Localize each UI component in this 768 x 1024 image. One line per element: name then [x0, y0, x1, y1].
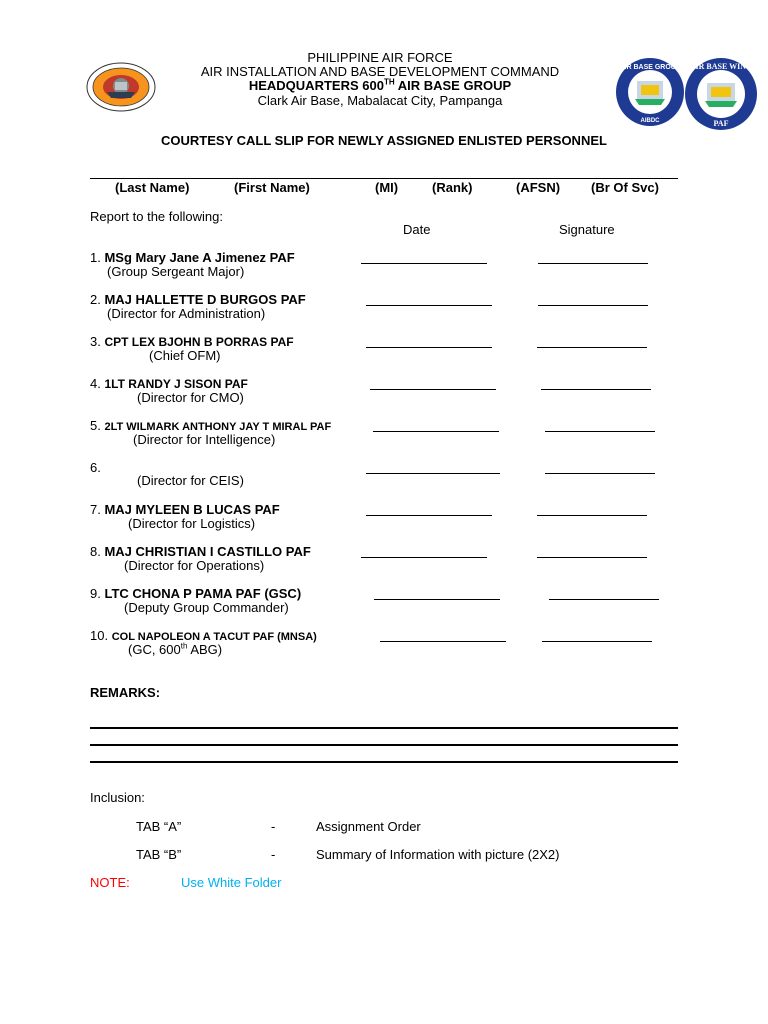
hq-sup: TH — [383, 77, 395, 87]
signature-line[interactable] — [538, 305, 648, 306]
date-line[interactable] — [373, 431, 499, 432]
entry-name: MAJ MYLEEN B LUCAS PAF — [104, 502, 280, 517]
field-mi: (MI) — [375, 180, 399, 195]
signature-line[interactable] — [537, 557, 647, 558]
note-text: Use White Folder — [181, 875, 282, 890]
date-line[interactable] — [366, 473, 500, 474]
field-br-of-svc: (Br Of Svc) — [591, 180, 659, 195]
command-name: AIR INSTALLATION AND BASE DEVELOPMENT COMMAND — [200, 64, 560, 79]
right-logo-top-text: AIR BASE WING — [689, 62, 753, 71]
entry-name: MAJ CHRISTIAN I CASTILLO PAF — [104, 544, 311, 559]
entry-number: 8. — [90, 544, 101, 559]
field-rank: (Rank) — [432, 180, 473, 195]
entry-role: (Director for CMO) — [137, 390, 244, 405]
entry-role: (Director for Administration) — [107, 306, 266, 321]
date-column-header: Date — [403, 222, 431, 237]
date-line[interactable] — [361, 263, 487, 264]
tab-b-dash: - — [271, 847, 276, 862]
field-first-name: (First Name) — [234, 180, 310, 195]
entry-name: LTC CHONA P PAMA PAF (GSC) — [104, 586, 302, 601]
entry-role: (Director for Intelligence) — [133, 432, 276, 447]
role-sup: th — [180, 641, 188, 651]
entry-role: (Director for CEIS) — [137, 473, 244, 488]
signature-line[interactable] — [545, 473, 655, 474]
entry-name: CPT LEX BJOHN B PORRAS PAF — [104, 335, 294, 349]
entry-role: (Group Sergeant Major) — [107, 264, 245, 279]
date-line[interactable] — [374, 599, 500, 600]
report-to-label: Report to the following: — [90, 209, 223, 224]
tab-a-description: Assignment Order — [316, 819, 421, 834]
entry-number: 2. — [90, 292, 101, 307]
signature-line[interactable] — [542, 641, 652, 642]
role-prefix: (GC, 600 — [128, 642, 181, 657]
mid-logo-bottom-text: AIBDC — [640, 118, 660, 124]
signature-line[interactable] — [541, 389, 651, 390]
org-name: PHILIPPINE AIR FORCE — [307, 50, 453, 65]
date-line[interactable] — [366, 305, 492, 306]
entry-name: COL NAPOLEON A TACUT PAF (MNSA) — [111, 631, 317, 643]
entry-number: 7. — [90, 502, 101, 517]
mid-logo-top-text: AIR BASE GROUP — [619, 64, 681, 71]
entry-number: 5. — [90, 418, 101, 433]
date-line[interactable] — [366, 515, 492, 516]
field-last-name: (Last Name) — [115, 180, 190, 195]
right-logo-bottom-text: PAF — [713, 119, 729, 128]
tab-b-description: Summary of Information with picture (2X2) — [316, 847, 560, 862]
form-title: COURTESY CALL SLIP FOR NEWLY ASSIGNED ENLISTED PERSONNEL — [161, 133, 607, 148]
note-label: NOTE: — [90, 875, 130, 890]
entry-role: (Director for Operations) — [124, 558, 265, 573]
entry-name: MAJ HALLETTE D BURGOS PAF — [104, 292, 306, 307]
remarks-label: REMARKS: — [90, 685, 161, 700]
entry-number: 4. — [90, 376, 101, 391]
entry-number: 3. — [90, 334, 101, 349]
entry-number: 10. — [90, 628, 109, 643]
name-entry-line[interactable] — [90, 178, 678, 179]
signature-line[interactable] — [537, 347, 647, 348]
entry-name: MSg Mary Jane A Jimenez PAF — [104, 250, 295, 265]
entry-role — [128, 642, 222, 657]
entry-number: 1. — [90, 250, 101, 265]
entry-number: 9. — [90, 586, 101, 601]
entry-role: (Deputy Group Commander) — [124, 600, 289, 615]
signature-column-header: Signature — [559, 222, 615, 237]
date-line[interactable] — [380, 641, 506, 642]
entry-name: 2LT WILMARK ANTHONY JAY T MIRAL PAF — [104, 421, 332, 433]
tab-a-dash: - — [271, 819, 276, 834]
location-line: Clark Air Base, Mabalacat City, Pampanga — [257, 93, 503, 108]
remarks-line-3[interactable] — [90, 761, 678, 763]
hq-suffix: AIR BASE GROUP — [394, 78, 512, 93]
field-afsn: (AFSN) — [516, 180, 561, 195]
date-line[interactable] — [361, 557, 487, 558]
role-suffix: ABG) — [187, 642, 223, 657]
entry-role: (Chief OFM) — [149, 348, 221, 363]
signature-line[interactable] — [549, 599, 659, 600]
date-line[interactable] — [370, 389, 496, 390]
inclusion-label: Inclusion: — [90, 790, 145, 805]
headquarters-line — [130, 78, 630, 93]
entry-role: (Director for Logistics) — [128, 516, 256, 531]
entry-name: 1LT RANDY J SISON PAF — [104, 377, 248, 391]
remarks-line-1[interactable] — [90, 727, 678, 729]
signature-line[interactable] — [538, 263, 648, 264]
tab-a-label: TAB “A” — [136, 819, 182, 834]
tab-b-label: TAB “B” — [136, 847, 182, 862]
remarks-line-2[interactable] — [90, 744, 678, 746]
air-base-wing-seal-logo — [683, 57, 759, 131]
signature-line[interactable] — [545, 431, 655, 432]
hq-prefix: HEADQUARTERS 600 — [248, 78, 384, 93]
date-line[interactable] — [366, 347, 492, 348]
entry-number: 6. — [90, 460, 101, 475]
signature-line[interactable] — [537, 515, 647, 516]
